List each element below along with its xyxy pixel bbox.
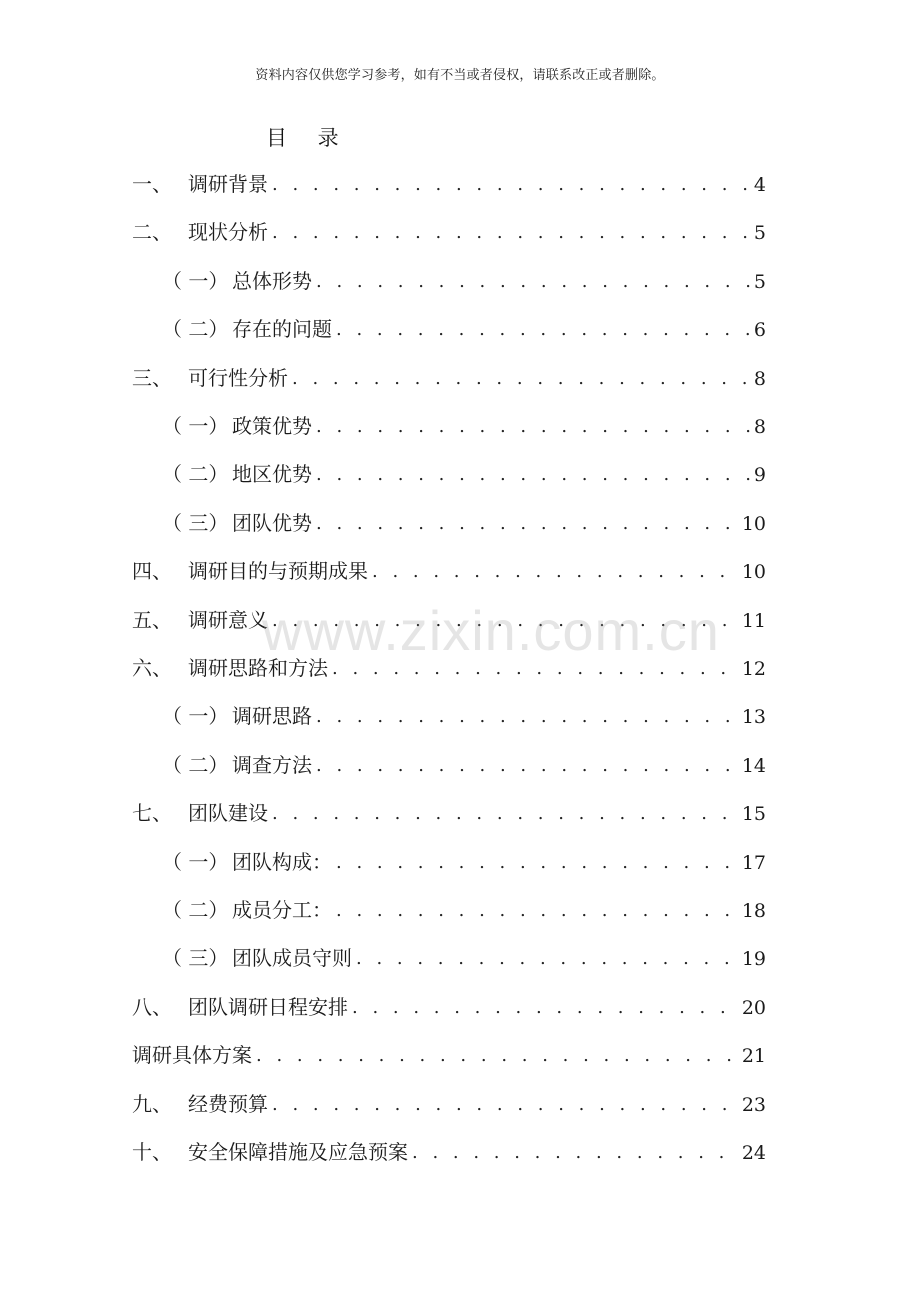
toc-entry[interactable]	[0, 646, 920, 694]
toc-page-number: 24	[741, 1142, 766, 1164]
toc-entry-number: 四、	[132, 559, 172, 584]
toc-entry[interactable]	[0, 1082, 920, 1130]
toc-entry-label: 调研具体方案	[132, 1043, 252, 1068]
toc-leader-dots	[272, 171, 750, 199]
toc-page-number: 13	[741, 706, 766, 729]
toc-page-number: 19	[741, 948, 766, 971]
toc-leader-dots	[316, 752, 738, 780]
toc-entry[interactable]	[0, 791, 920, 839]
toc-entry[interactable]	[0, 210, 920, 258]
toc-leader-dots	[272, 1091, 738, 1119]
toc-entry-label: 团队调研日程安排	[188, 994, 348, 1019]
toc-page-number: 21	[741, 1045, 766, 1068]
toc-leader-dots	[336, 849, 738, 877]
toc-leader-dots	[336, 897, 738, 925]
header-disclaimer: 资料内容仅供您学习参考，如有不当或者侵权，请联系改正或者删除。	[255, 68, 665, 83]
toc-page-number: 8	[753, 416, 766, 438]
toc-entry-number: 九、	[132, 1091, 172, 1116]
toc-entry-label: 现状分析	[188, 220, 268, 245]
toc-entry-label: 安全保障措施及应急预案	[188, 1140, 408, 1164]
toc-entry-number: （ 二）	[162, 752, 229, 777]
toc-entry-label: 成员分工：	[232, 898, 332, 922]
toc-entry-number: （ 一）	[162, 414, 229, 438]
watermark: www.zixin.com.cn	[262, 599, 720, 662]
toc-page-number: 5	[753, 222, 766, 245]
toc-page-number: 8	[753, 367, 766, 390]
toc-leader-dots	[352, 994, 738, 1022]
toc-page-number: 6	[753, 319, 766, 342]
toc-entry-label: 可行性分析	[188, 365, 288, 390]
toc-entry-label: 团队构成：	[232, 849, 332, 874]
toc-entry-number: 一、	[132, 172, 172, 196]
toc-entry-label: 存在的问题	[232, 317, 332, 342]
toc-page-number: 11	[741, 609, 766, 632]
toc-page-number: 9	[753, 464, 766, 487]
toc-entry-number: （ 二）	[162, 317, 229, 342]
toc-page-number: 12	[741, 658, 766, 680]
toc-entry[interactable]	[0, 356, 920, 404]
toc-page-number: 17	[741, 851, 766, 874]
toc-entry-number: （ 二）	[162, 462, 229, 487]
toc-leader-dots	[372, 558, 738, 586]
toc-entry-number: 三、	[132, 365, 172, 390]
toc-leader-dots	[356, 945, 738, 973]
toc-entry-label: 经费预算	[188, 1091, 268, 1116]
toc-page-number: 5	[753, 270, 766, 293]
toc-page-number: 4	[753, 174, 766, 196]
toc-page-number: 10	[741, 512, 766, 535]
toc-leader-dots	[292, 365, 750, 393]
toc-leader-dots	[316, 461, 750, 489]
toc-entry[interactable]	[0, 1130, 920, 1178]
toc-entry[interactable]	[0, 549, 920, 597]
toc-entry[interactable]	[0, 598, 920, 646]
toc-entry-number: （ 一）	[162, 704, 229, 729]
toc-title: 目 录	[266, 126, 351, 150]
toc-entry-label: 总体形势	[232, 268, 312, 293]
toc-leader-dots	[412, 1139, 738, 1167]
toc-entry[interactable]	[0, 694, 920, 742]
toc-leader-dots	[332, 655, 738, 683]
toc-entry-label: 团队成员守则	[232, 946, 352, 971]
toc-entry[interactable]	[0, 452, 920, 500]
toc-entry[interactable]	[0, 501, 920, 549]
toc-entry-label: 调研背景	[188, 172, 268, 196]
toc-entry[interactable]	[0, 936, 920, 984]
toc-leader-dots	[272, 607, 738, 635]
toc-leader-dots	[316, 510, 738, 538]
toc-entry[interactable]	[0, 985, 920, 1033]
toc-entry-label: 调研意义	[188, 607, 268, 632]
toc-entry-number: （ 一）	[162, 849, 229, 874]
toc-page-number: 15	[741, 803, 766, 826]
toc-page-number: 14	[741, 754, 766, 777]
toc-entry-number: （ 三）	[162, 510, 229, 535]
toc-entry-number: （ 一）	[162, 268, 229, 293]
toc-entry-number: 七、	[132, 801, 172, 826]
toc-leader-dots	[316, 413, 750, 441]
toc-entry-number: 五、	[132, 607, 172, 632]
toc-leader-dots	[272, 800, 738, 828]
toc-entry[interactable]	[0, 888, 920, 936]
toc-leader-dots	[256, 1042, 738, 1070]
toc-entry-number: 六、	[132, 656, 172, 680]
toc-entry-number: 二、	[132, 220, 172, 245]
toc-page-number: 10	[741, 561, 766, 584]
toc-leader-dots	[316, 268, 750, 296]
toc-page-number: 20	[741, 996, 766, 1019]
toc-entry-label: 调研思路和方法	[188, 656, 328, 680]
toc-entry-label: 调研目的与预期成果	[188, 559, 368, 584]
toc-entry-label: 调查方法	[232, 752, 312, 777]
toc-entry-label: 调研思路	[232, 704, 312, 729]
toc-entry[interactable]	[0, 743, 920, 791]
toc-entry[interactable]	[0, 307, 920, 355]
toc-entry[interactable]	[0, 162, 920, 210]
toc-entry-label: 地区优势	[232, 462, 312, 487]
toc-leader-dots	[336, 316, 750, 344]
toc-entry[interactable]	[0, 1033, 920, 1081]
toc-leader-dots	[272, 219, 750, 247]
toc-leader-dots	[316, 703, 738, 731]
toc-entry-label: 团队优势	[232, 510, 312, 535]
toc-page-number: 23	[741, 1093, 766, 1116]
toc-entry-number: 十、	[132, 1140, 172, 1164]
toc-entry[interactable]	[0, 840, 920, 888]
toc-entry-label: 团队建设	[188, 801, 268, 826]
toc-entry[interactable]	[0, 259, 920, 307]
toc-entry-number: （ 二）	[162, 898, 229, 922]
toc-page-number: 18	[741, 900, 766, 922]
toc-entry-number: （ 三）	[162, 946, 229, 971]
toc-entry-number: 八、	[132, 994, 172, 1019]
toc-entry-label: 政策优势	[232, 414, 312, 438]
toc-entry[interactable]	[0, 404, 920, 452]
